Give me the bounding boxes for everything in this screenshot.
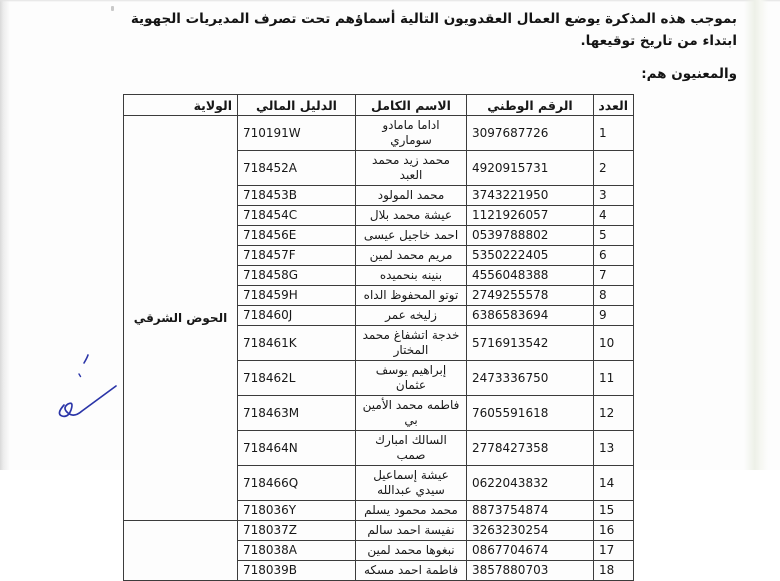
cell-financial-id: 718039B [238, 561, 356, 581]
cell-num: 3 [594, 186, 634, 206]
cell-financial-id: 718453B [238, 186, 356, 206]
cell-num: 2 [594, 151, 634, 186]
intro-line-3: والمعنيون هم: [641, 66, 737, 82]
cell-full-name: السالك امبارك صمب [356, 431, 467, 466]
cell-financial-id: 718456E [238, 226, 356, 246]
header-national-id: الرقم الوطني [467, 95, 594, 116]
cell-national-id: 2778427358 [467, 431, 594, 466]
cell-full-name: محمد محمود يسلم [356, 501, 467, 521]
signature-main-stroke [59, 386, 116, 416]
cell-num: 18 [594, 561, 634, 581]
cell-num: 16 [594, 521, 634, 541]
cell-num: 15 [594, 501, 634, 521]
table-body [124, 116, 634, 581]
cell-full-name: اداما مامادو سوماري [356, 116, 467, 151]
cell-num: 11 [594, 361, 634, 396]
signature-scribble [40, 348, 132, 426]
cell-num: 12 [594, 396, 634, 431]
cell-national-id: 3097687726 [467, 116, 594, 151]
cell-num: 4 [594, 206, 634, 226]
cell-full-name: عيشة إسماعيل سيدي عبدالله [356, 466, 467, 501]
cell-full-name: خدجة اتشفاغ محمد المختار [356, 326, 467, 361]
cell-financial-id: 718466Q [238, 466, 356, 501]
scan-edge-right [744, 0, 768, 470]
cell-national-id: 8873754874 [467, 501, 594, 521]
cell-financial-id: 718460J [238, 306, 356, 326]
cell-national-id: 4920915731 [467, 151, 594, 186]
cell-national-id: 5350222405 [467, 246, 594, 266]
cell-national-id: 2749255578 [467, 286, 594, 306]
cell-national-id: 0539788802 [467, 226, 594, 246]
cell-national-id: 1121926057 [467, 206, 594, 226]
scan-edge-top [0, 0, 780, 2]
table-header [124, 95, 634, 116]
intro-line-2: ابتداء من تاريخ توقيعها. [580, 33, 737, 49]
signature-tick-mark [84, 355, 88, 363]
cell-full-name: مريم محمد لمين [356, 246, 467, 266]
scan-edge-left [0, 0, 10, 470]
cell-num: 14 [594, 466, 634, 501]
cell-national-id: 4556048388 [467, 266, 594, 286]
workers-table [123, 94, 634, 581]
cell-financial-id: 718463M [238, 396, 356, 431]
cell-financial-id: 718036Y [238, 501, 356, 521]
cell-national-id: 0622043832 [467, 466, 594, 501]
header-full-name: الاسم الكامل [356, 95, 467, 116]
cell-financial-id: 718464N [238, 431, 356, 466]
cell-national-id: 3263230254 [467, 521, 594, 541]
cell-financial-id: 710191W [238, 116, 356, 151]
cell-national-id: 7605591618 [467, 396, 594, 431]
cell-national-id: 0867704674 [467, 541, 594, 561]
cell-num: 17 [594, 541, 634, 561]
cell-num: 8 [594, 286, 634, 306]
cell-full-name: فاطمه محمد الأمين بي [356, 396, 467, 431]
cell-full-name: احمد خاجيل عيسى [356, 226, 467, 246]
cell-national-id: 3857880703 [467, 561, 594, 581]
cell-financial-id: 718461K [238, 326, 356, 361]
cell-national-id: 3743221950 [467, 186, 594, 206]
signature-dot [79, 374, 81, 377]
cell-full-name: توتو المحفوظ الداه [356, 286, 467, 306]
cell-wilaya: الحوض الشرقي [124, 116, 238, 521]
intro-line-1: بموجب هذه المذكرة يوضع العمال العقدويون التالية أسماؤهم تحت تصرف المديريات الجهوية [130, 11, 737, 27]
cell-financial-id: 718454C [238, 206, 356, 226]
cell-financial-id: 718459H [238, 286, 356, 306]
cell-national-id: 5716913542 [467, 326, 594, 361]
table-row [124, 116, 634, 151]
table-header-row [124, 95, 634, 116]
cell-num: 6 [594, 246, 634, 266]
cell-financial-id: 718037Z [238, 521, 356, 541]
cell-full-name: عيشة محمد بلال [356, 206, 467, 226]
cell-num: 5 [594, 226, 634, 246]
cell-num: 13 [594, 431, 634, 466]
cell-full-name: نفيسة احمد سالم [356, 521, 467, 541]
cell-wilaya [124, 521, 238, 581]
cell-financial-id: 718038A [238, 541, 356, 561]
header-num: العدد [594, 95, 634, 116]
cell-financial-id: 718458G [238, 266, 356, 286]
cell-full-name: فاطمة احمد مسكه [356, 561, 467, 581]
cell-full-name: بنينه بنحميده [356, 266, 467, 286]
header-wilaya: الولاية [124, 95, 238, 116]
cell-num: 1 [594, 116, 634, 151]
cell-full-name: نبغوها محمد لمين [356, 541, 467, 561]
cell-full-name: إبراهيم يوسف عثمان [356, 361, 467, 396]
cell-full-name: محمد زيد محمد العبد [356, 151, 467, 186]
intro-paragraph [97, 8, 737, 85]
cell-financial-id: 718457F [238, 246, 356, 266]
cell-financial-id: 718452A [238, 151, 356, 186]
cell-num: 9 [594, 306, 634, 326]
cell-num: 10 [594, 326, 634, 361]
cell-financial-id: 718462L [238, 361, 356, 396]
cell-num: 7 [594, 266, 634, 286]
cell-full-name: زليخه عمر [356, 306, 467, 326]
cell-national-id: 2473336750 [467, 361, 594, 396]
cell-full-name: محمد المولود [356, 186, 467, 206]
table-row [124, 521, 634, 541]
cell-national-id: 6386583694 [467, 306, 594, 326]
header-financial-id: الدليل المالي [238, 95, 356, 116]
